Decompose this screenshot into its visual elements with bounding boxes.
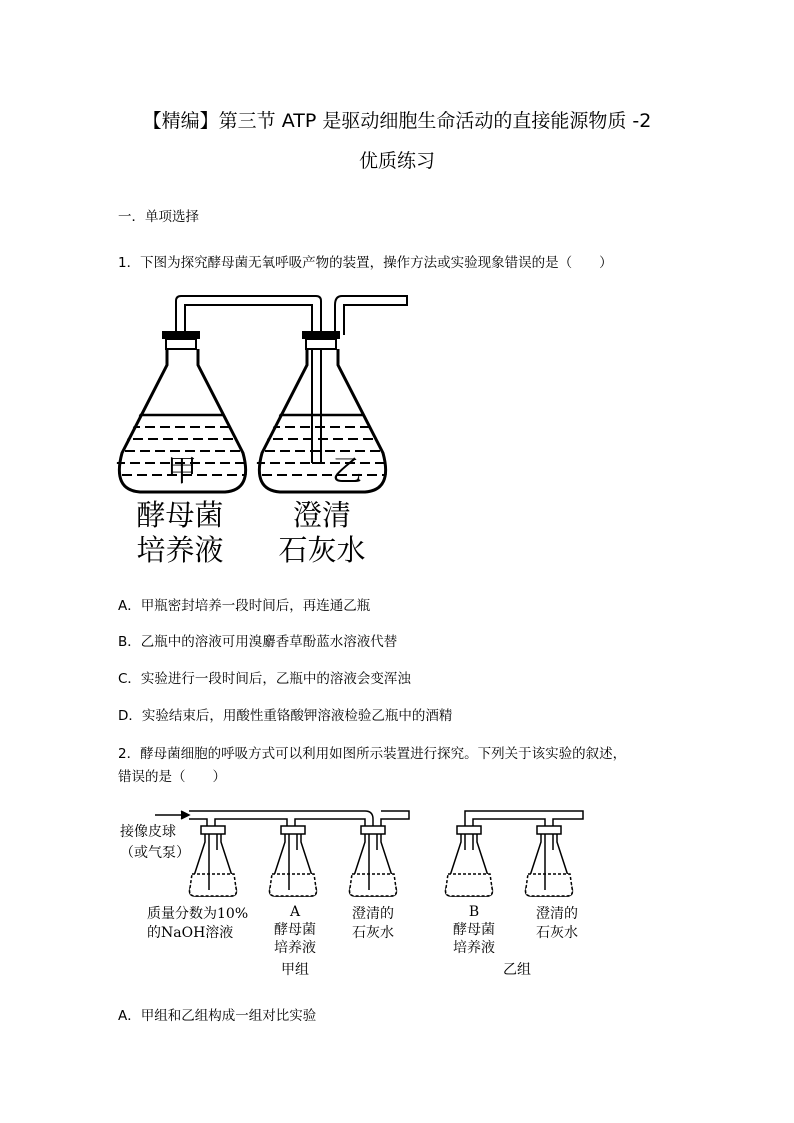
pump-label-2: （或气泵） <box>120 845 190 861</box>
lime-flask-group2 <box>526 826 573 896</box>
q2-apparatus-figure <box>115 800 595 985</box>
flask-b-group2 <box>446 826 493 896</box>
flask-a-label-1: 酵母菌 <box>136 498 224 532</box>
flask-a-label-2: 培养液 <box>136 533 224 567</box>
lime-label-2: 石灰水 <box>352 925 394 941</box>
flask-a-group1 <box>270 826 317 896</box>
q1-stem: 1．下图为探究酵母菌无氧呼吸产物的装置，操作方法或实验现象错误的是（ ） <box>118 255 613 271</box>
q1-apparatus-figure <box>110 285 430 575</box>
lime-label-3: 澄清的 <box>536 906 578 922</box>
flask-b-label-1: 澄清 <box>292 498 352 532</box>
flask-b-label-2: 石灰水 <box>278 533 366 567</box>
flask-b-letter: B <box>468 904 480 920</box>
group-2-label: 乙组 <box>503 962 531 978</box>
q1-option-b: B．乙瓶中的溶液可用溴麝香草酚蓝水溶液代替 <box>118 634 398 650</box>
flask-b <box>250 331 400 492</box>
flask-a-letter: A <box>289 904 301 920</box>
section-heading: 一．单项选择 <box>118 209 199 225</box>
flask-a <box>110 331 260 492</box>
q1-option-c: C．实验进行一段时间后，乙瓶中的溶液会变浑浊 <box>118 671 411 687</box>
group-1-label: 甲组 <box>281 962 309 978</box>
flask-b-label-1: 酵母菌 <box>453 922 495 938</box>
connecting-tube <box>176 296 407 463</box>
flask-a-mark: 甲 <box>167 454 197 489</box>
flask-b-mark: 乙 <box>332 454 362 489</box>
flask-a-label-1: 酵母菌 <box>274 922 316 938</box>
q2-stem-line2: 错误的是（ ） <box>118 769 226 785</box>
naoh-label-2: 的NaOH溶液 <box>147 925 234 941</box>
lime-flask-group1 <box>350 826 397 896</box>
lime-label-1: 澄清的 <box>352 906 394 922</box>
pump-label-1: 接像皮球 <box>120 824 176 840</box>
flask-a-label-2: 培养液 <box>274 940 316 956</box>
q2-stem-line1: 2．酵母菌细胞的呼吸方式可以利用如图所示装置进行探究。下列关于该实验的叙述， <box>118 746 627 762</box>
q1-option-a: A．甲瓶密封培养一段时间后，再连通乙瓶 <box>118 598 371 614</box>
naoh-flask <box>190 826 237 896</box>
q2-option-a: A．甲组和乙组构成一组对比实验 <box>118 1008 317 1024</box>
doc-title-line2: 优质练习 <box>358 150 435 172</box>
doc-title-line1: 【精编】第三节 ATP 是驱动细胞生命活动的直接能源物质 -2 <box>142 110 652 132</box>
flask-b-label-2: 培养液 <box>453 940 495 956</box>
naoh-label-1: 质量分数为10% <box>147 906 249 922</box>
lime-label-4: 石灰水 <box>536 925 578 941</box>
q1-option-d: D．实验结束后，用酸性重铬酸钾溶液检验乙瓶中的酒精 <box>118 708 453 724</box>
